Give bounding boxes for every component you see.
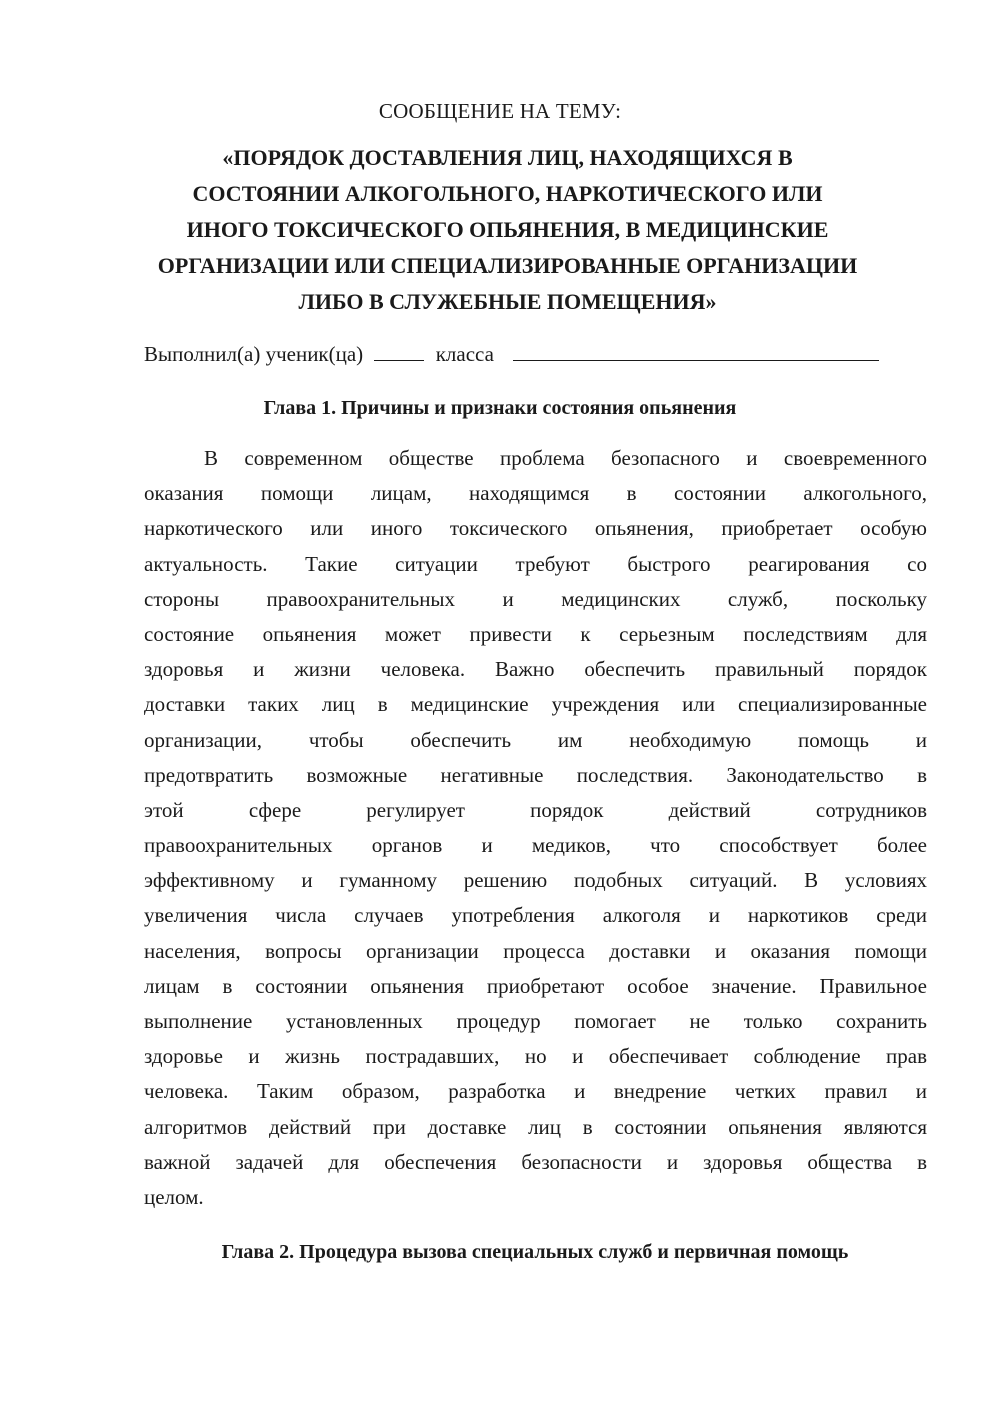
paragraph-line: доставки таких лиц в медицинские учреждения или специализированные [144,692,927,717]
paragraph-line: увеличения числа случаев употребления алкоголя и наркотиков среди [144,903,927,928]
author-line [144,339,879,369]
chapter-2-heading: Глава 2. Процедура вызова специальных служб и первичная помощь [221,1241,849,1263]
paragraph-line: лицам в состоянии опьянения приобретают особое значение. Правильное [144,973,927,998]
paragraph-line: состояние опьянения может привести к серьезным последствиям для [144,621,927,646]
paragraph-line: человека. Таким образом, разработка и внедрение четких правил и [144,1079,927,1104]
paragraph-line: предотвратить возможные негативные последствия. Законодательство в [144,762,927,787]
paragraph-line: эффективному и гуманному решению подобных ситуаций. В условиях [144,868,927,893]
paragraph-line: выполнение установленных процедур помогает не только сохранить [144,1009,927,1033]
title-line: ЛИБО В СЛУЖЕБНЫЕ ПОМЕЩЕНИЯ» [298,289,717,314]
chapter-1-heading: Глава 1. Причины и признаки состояния опьянения [263,397,737,419]
paragraph-line: алгоритмов действий при доставке лиц в состоянии опьянения являются [144,1114,927,1139]
paragraph-line: населения, вопросы организации процесса доставки и оказания помощи [144,938,927,963]
paragraph-line: наркотического или иного токсического опьянения, приобретает особую [144,516,927,541]
paragraph-line: здоровье и жизнь пострадавших, но и обеспечивает соблюдение прав [144,1044,927,1069]
title-line: СОСТОЯНИИ АЛКОГОЛЬНОГО, НАРКОТИЧЕСКОГО ИЛИ [192,181,823,206]
title-line: «ПОРЯДОК ДОСТАВЛЕНИЯ ЛИЦ, НАХОДЯЩИХСЯ В [222,145,793,170]
paragraph-line: актуальность. Такие ситуации требуют быстрого реагирования со [144,551,927,576]
paragraph-line: стороны правоохранительных и медицинских служб, поскольку [144,586,927,611]
title-line: ОРГАНИЗАЦИИ ИЛИ СПЕЦИАЛИЗИРОВАННЫЕ ОРГАНИЗАЦИИ [157,253,858,278]
paragraph-line: здоровья и жизни человека. Важно обеспечить правильный порядок [144,657,927,682]
class-label: класса [435,342,494,366]
document-title [120,140,895,320]
pre-title: СООБЩЕНИЕ НА ТЕМУ: [378,99,622,123]
paragraph-line: организации, чтобы обеспечить им необходимую помощь и [144,727,927,752]
author-label: Выполнил(а) ученик(ца) [144,342,364,366]
paragraph-line: В современном обществе проблема безопасного и своевременного [204,446,927,470]
paragraph-line: правоохранительных органов и медиков, что способствует более [144,833,927,858]
chapter-1-paragraph [144,441,927,1215]
paragraph-line: этой сфере регулирует порядок действий сотрудников [144,797,927,822]
class-blank [513,340,879,361]
paragraph-line: оказания помощи лицам, находящимся в состоянии алкогольного, [144,481,927,506]
student-name-blank [374,340,424,361]
paragraph-line: целом. [144,1184,204,1209]
paragraph-line: важной задачей для обеспечения безопасности и здоровья общества в [144,1149,927,1174]
title-line: ИНОГО ТОКСИЧЕСКОГО ОПЬЯНЕНИЯ, В МЕДИЦИНСКИЕ [186,217,829,242]
